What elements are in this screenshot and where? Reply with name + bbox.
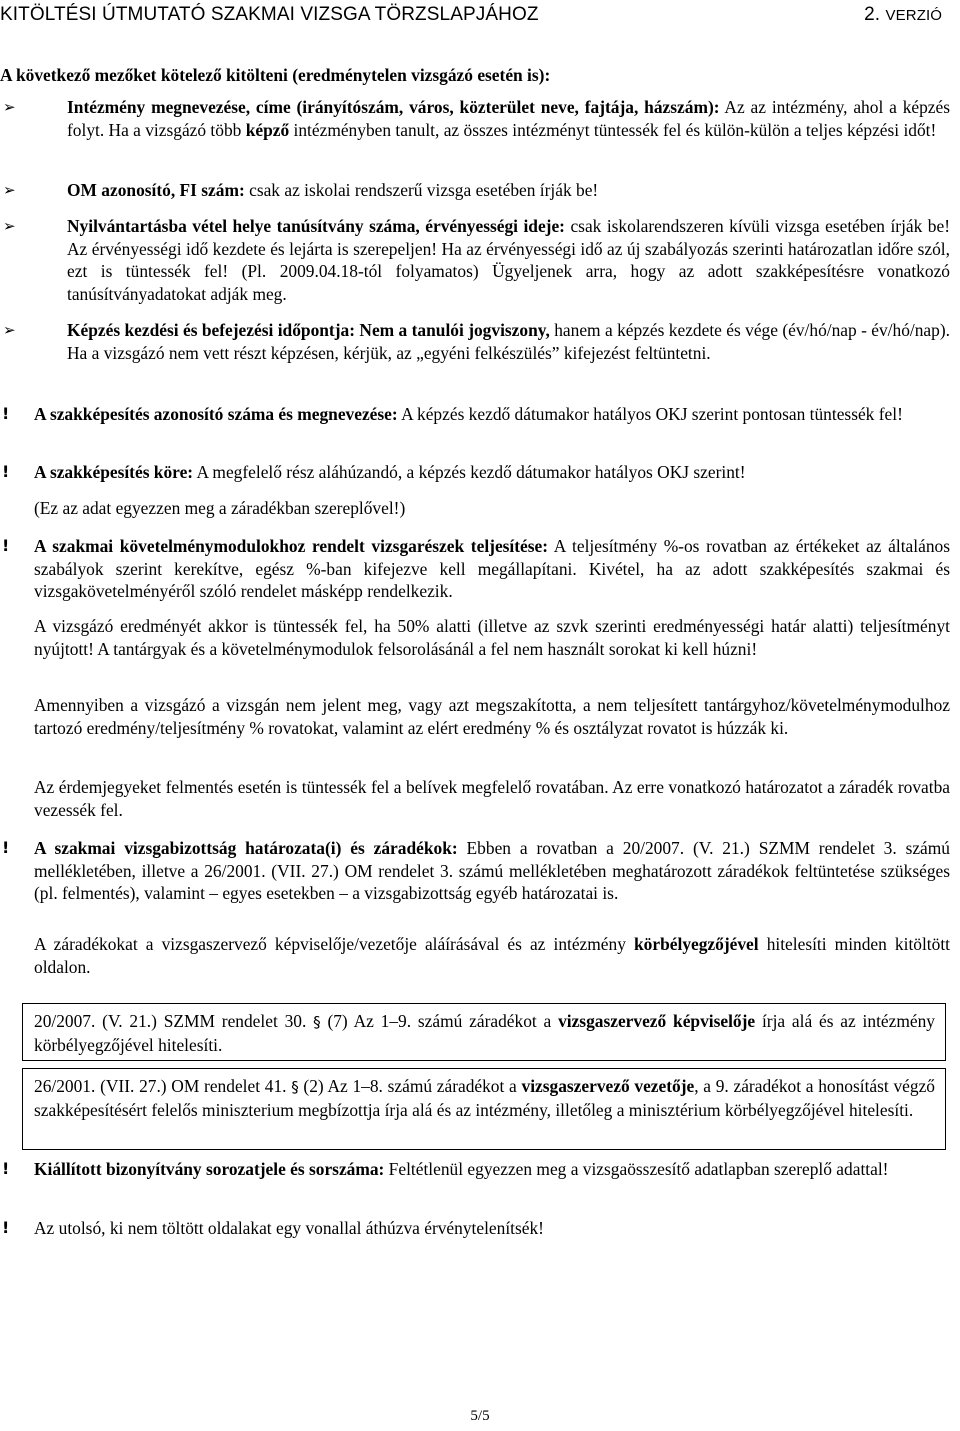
section-sign: § bbox=[313, 1013, 321, 1031]
header-version-word: VERZIÓ bbox=[885, 7, 942, 24]
bullet-item-bold: A szakképesítés azonosító száma és megnevezése: bbox=[34, 404, 398, 424]
bullet-item-body: A képzés kezdő dátumakor hatályos OKJ szerint pontosan tüntessék fel! bbox=[397, 404, 903, 424]
arrow-item-text bbox=[67, 319, 950, 364]
box-bold: vizsgaszervező képviselője bbox=[558, 1011, 756, 1031]
regulation-box-smm bbox=[22, 1003, 946, 1061]
exclamation-bullet-icon: ! bbox=[2, 462, 10, 481]
arrow-item-text bbox=[67, 215, 950, 305]
header-title: KITÖLTÉSI ÚTMUTATÓ SZAKMAI VIZSGA TÖRZSLAPJÁHOZ bbox=[0, 4, 539, 25]
module-results-paragraph-3: Az érdemjegyeket felmentés esetén is tüntessék fel a belívek megfelelő rovatában. Az erre vonatkozó határozatot a záradék rovatba vezessék fel. bbox=[34, 777, 950, 820]
exclamation-bullet-icon: ! bbox=[2, 536, 10, 555]
arrow-item-bold: Intézmény megnevezése, címe (irányítószám, város, közterület neve, fajtája, házszám): bbox=[67, 97, 720, 117]
arrow-item-body: hanem a képzés kezdete és vége (év/hó/nap - év/hó/nap). Ha a vizsgázó nem vett részt képzésen, kérjük, az „egyéni felkészülés” kifejezést feltüntetni. bbox=[67, 320, 950, 363]
box-text: 20/2007. (V. 21.) SZMM rendelet 30. bbox=[34, 1011, 314, 1031]
arrow-item-bold: Képzés kezdési és befejezési időpontja: Nem a tanulói jogviszony, bbox=[67, 320, 550, 340]
bullet-item-text bbox=[34, 1158, 950, 1181]
board-decisions-text: hitelesíti minden kitöltött oldalon. bbox=[34, 934, 950, 977]
exclamation-bullet-icon: ! bbox=[2, 404, 10, 423]
bullet-item-text bbox=[34, 461, 950, 484]
board-decisions-text: A záradékokat a vizsgaszervező képviselője/vezetője aláírásával és az intézmény bbox=[34, 934, 635, 954]
arrow-bullet-icon: ➢ bbox=[3, 98, 16, 116]
bullet-item-text bbox=[34, 403, 950, 426]
header-version-number: 2. bbox=[864, 4, 881, 25]
header-version bbox=[864, 4, 942, 26]
arrow-item-body: csak iskolarendszeren kívüli vizsga esetében írják be! Az érvényességi idő kezdete és lejárta is szerepeljen! Ha az érvényességi idő az új szabályozás szerinti határozatlan időre szól, ezt is tüntessék fel! (Pl. 2009.04.18-tól folyamatos) Ügyeljenek arra, hogy az adott szakképesítésre vonatkozó tanúsítványadatokat adják meg. bbox=[67, 216, 951, 304]
arrow-item-body: Az az intézmény, ahol a képzés folyt. Ha a vizsgázó több bbox=[67, 97, 951, 140]
box-bold: vizsgaszervező vezetője bbox=[521, 1076, 695, 1096]
arrow-item-text bbox=[67, 179, 950, 202]
board-decisions-paragraph bbox=[34, 933, 950, 978]
arrow-item-bold-inline: képző bbox=[245, 119, 290, 140]
arrow-bullet-icon: ➢ bbox=[3, 217, 16, 235]
module-results-paragraph-2: Amennyiben a vizsgázó a vizsgán nem jelent meg, vagy azt megszakította, a nem teljesített tantárgyhoz/követelménymodulhoz tartozó eredmény/teljesítmény % rovatokat, valamint az elért eredmény % és osztályzat rovatot is húzzák ki. bbox=[34, 695, 950, 738]
bullet-item-bold: A szakképesítés köre: bbox=[34, 462, 194, 482]
bullet-item-body: A megfelelő rész aláhúzandó, a képzés kezdő dátumakor hatályos OKJ szerint! bbox=[193, 462, 746, 482]
box-text: (2) Az 1–8. számú záradékot a bbox=[298, 1076, 522, 1096]
arrow-bullet-icon: ➢ bbox=[3, 321, 16, 339]
bullet-item-body: Feltétlenül egyezzen meg a vizsgaösszesítő adatlapban szereplő adattal! bbox=[384, 1159, 889, 1179]
bullet-item-text bbox=[34, 837, 950, 905]
intro-heading: A következő mezőket kötelező kitölteni (eredménytelen vizsgázó esetén is): bbox=[0, 65, 551, 85]
bullet-item-bold: A szakmai vizsgabizottság határozata(i) és záradékok: bbox=[34, 838, 458, 858]
bullet-item-body: A teljesítmény %-os rovatban az értékeket az általános szabályok szerint kerekítve, egész %-ban kifejezve kell megállapítani. Kivétel, ha az adott szakképesítés szakmai és vizsgakövetelményéről szóló rendelet másképp rendelkezik. bbox=[34, 536, 950, 601]
exclamation-bullet-icon: ! bbox=[2, 1218, 10, 1237]
section-sign: § bbox=[291, 1078, 299, 1096]
board-decisions-bold: körbélyegzőjével bbox=[634, 934, 759, 954]
page-number: 5/5 bbox=[470, 1408, 490, 1424]
scope-note: (Ez az adat egyezzen meg a záradékban szereplővel!) bbox=[34, 498, 406, 518]
arrow-item-body: intézményben tanult, az összes intézményt tüntessék fel és külön-külön a teljes képzési időt! bbox=[289, 119, 937, 140]
page-header bbox=[0, 4, 950, 30]
bullet-item-bold: A szakmai követelménymodulokhoz rendelt vizsgarészek teljesítése: bbox=[34, 536, 549, 556]
bullet-item-body: Ebben a rovatban a 20/2007. (V. 21.) SZMM rendelet 3. számú mellékletében, illetve a 26/2001. (VII. 27.) OM rendelet 3. számú mellékletében meghatározott záradékok feltüntetése szükséges (pl. felmentés), valamint – egyes esetekben – a vizsgabizottság egyéb határozatai is. bbox=[34, 838, 950, 903]
exclamation-bullet-icon: ! bbox=[2, 838, 10, 857]
arrow-item-body: csak az iskolai rendszerű vizsga esetében írják be! bbox=[244, 180, 599, 200]
bullet-item-text: Az utolsó, ki nem töltött oldalakat egy vonallal áthúzva érvénytelenítsék! bbox=[34, 1218, 544, 1238]
box-text: , a 9. záradékot a honosítást végző szakképesítésért felelős miniszterium megbízottja írja alá és az intézmény, illetőleg a minisztérium körbélyegzőjével hitelesíti. bbox=[34, 1076, 935, 1120]
box-text: 26/2001. (VII. 27.) OM rendelet 41. bbox=[34, 1076, 292, 1096]
arrow-item-text bbox=[67, 96, 950, 141]
regulation-box-om bbox=[22, 1068, 946, 1150]
bullet-item-bold: Kiállított bizonyítvány sorozatjele és sorszáma: bbox=[34, 1159, 385, 1179]
arrow-item-bold: Nyilvántartásba vétel helye tanúsítvány száma, érvényességi ideje: bbox=[67, 216, 565, 236]
module-results-paragraph-1: A vizsgázó eredményét akkor is tüntessék fel, ha 50% alatti (illetve az szvk szerinti eredményességi határ alatti) teljesítményt nyújtott! A tantárgyak és a követelménymodulok felsorolásánál a fel nem használt sorokat ki kell húzni! bbox=[34, 616, 950, 659]
bullet-item-text bbox=[34, 535, 950, 603]
arrow-bullet-icon: ➢ bbox=[3, 181, 16, 199]
arrow-item-bold: OM azonosító, FI szám: bbox=[67, 180, 245, 200]
box-text: (7) Az 1–9. számú záradékot a bbox=[320, 1011, 559, 1031]
exclamation-bullet-icon: ! bbox=[2, 1159, 10, 1178]
box-text: írja alá és az intézmény körbélyegzőjével hitelesíti. bbox=[34, 1011, 935, 1055]
